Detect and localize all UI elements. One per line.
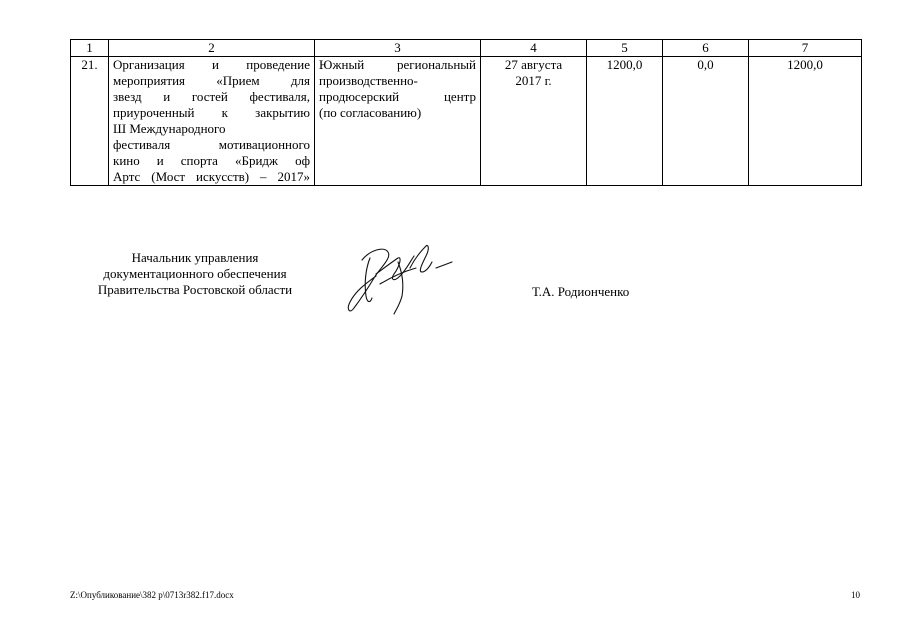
event-line: кино и спорта «Бридж оф (113, 153, 310, 168)
header-col-5: 5 (587, 40, 663, 57)
event-line: приуроченный к закрытию (113, 105, 310, 120)
table-row (71, 57, 862, 186)
header-col-2: 2 (109, 40, 315, 57)
organizer-line: (по согласованию) (319, 105, 422, 120)
event-date (481, 57, 587, 186)
event-line: звезд и гостей фестиваля, (113, 89, 310, 104)
organizer-line: производственно- (319, 73, 418, 88)
col-5-value: 1200,0 (587, 57, 663, 186)
event-description (109, 57, 315, 186)
table-header-row (71, 40, 862, 57)
header-col-4: 4 (481, 40, 587, 57)
event-line: Артс (Мост искусств) – 2017» (113, 169, 310, 184)
signatory-title-line: Правительства Ростовской области (97, 282, 293, 297)
event-line: Ш Международного (113, 121, 226, 136)
handwritten-signature (340, 238, 460, 318)
event-line: мероприятия «Прием для (113, 73, 310, 88)
row-number: 21. (71, 57, 109, 186)
event-line: фестиваля мотивационного (113, 137, 310, 152)
events-table (70, 39, 862, 186)
header-col-1: 1 (71, 40, 109, 57)
col-6-value: 0,0 (663, 57, 749, 186)
signatory-title (70, 250, 320, 298)
organizer-line: Южный региональный (319, 57, 476, 72)
col-7-value: 1200,0 (749, 57, 862, 186)
date-line: 27 августа (504, 57, 563, 72)
signatory-title-line: Начальник управления (131, 250, 259, 265)
organizer (315, 57, 481, 186)
event-line: Организация и проведение (113, 57, 310, 72)
signatory-name: Т.А. Родионченко (532, 284, 630, 299)
date-line: 2017 г. (515, 73, 552, 88)
header-col-6: 6 (663, 40, 749, 57)
organizer-line: продюсерский центр (319, 89, 476, 104)
header-col-7: 7 (749, 40, 862, 57)
page-number: 10 (851, 590, 860, 600)
header-col-3: 3 (315, 40, 481, 57)
file-path-footer: Z:\Опубликование\382 р\0713r382.f17.docx (70, 590, 234, 600)
signatory-title-line: документационного обеспечения (103, 266, 287, 281)
